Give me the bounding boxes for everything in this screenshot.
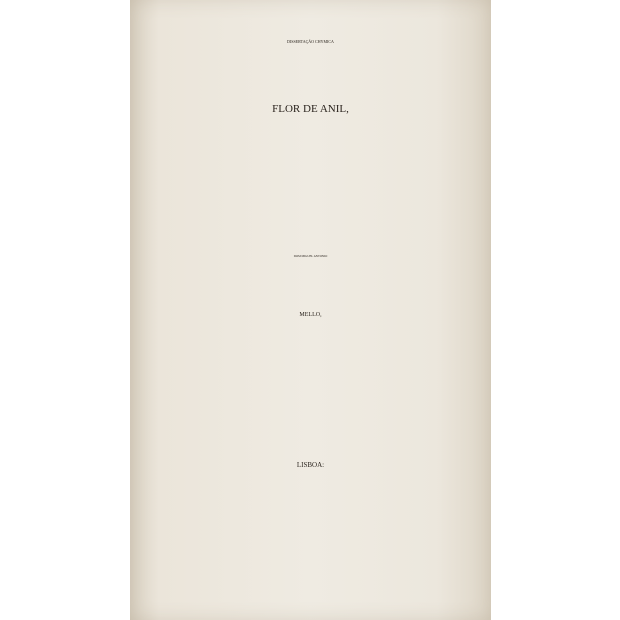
book-title-page [130, 0, 491, 620]
dedicatee-surname: MELLO, [299, 312, 322, 318]
dedicatee-name: DOM MIGUEL ANTONIO [293, 254, 328, 258]
imprint-city: LISBOA: [296, 461, 325, 469]
subject-title: FLOR DE ANIL, [272, 103, 349, 115]
main-title: DISSERTAÇÃO CHYMICA [287, 39, 334, 44]
